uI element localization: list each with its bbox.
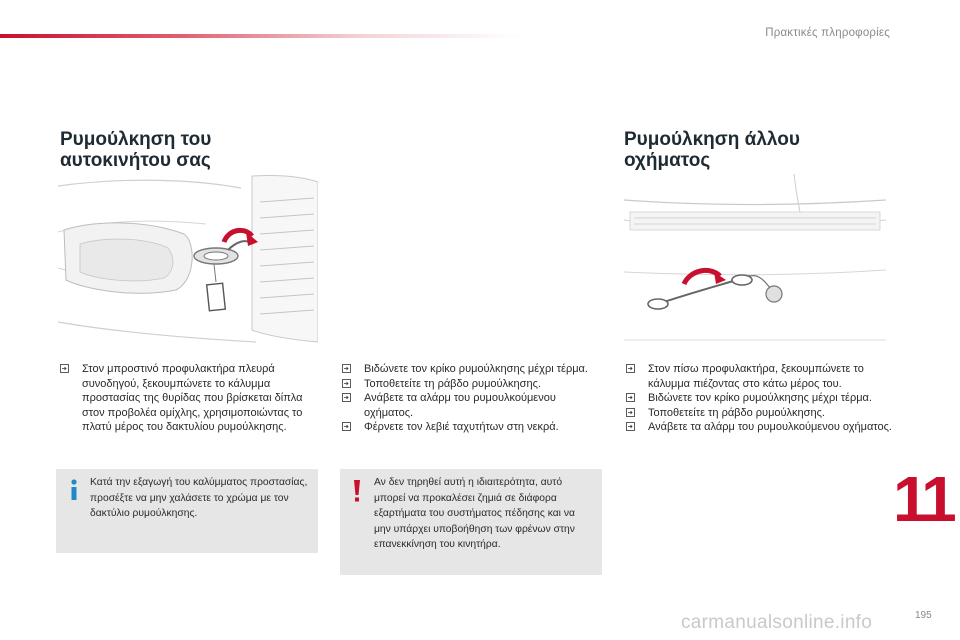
list-item: Ανάβετε τα αλάρμ του ρυμουλκούμενου οχήματος. <box>624 420 892 435</box>
checkbox-arrow-icon <box>342 393 351 402</box>
list-item: Τοποθετείτε τη ράβδο ρυμούλκησης. <box>340 377 602 392</box>
warning-note <box>340 469 602 575</box>
list-item: Βιδώνετε τον κρίκο ρυμούλκησης μέχρι τέρμα. <box>624 391 892 406</box>
info-note-text: Κατά την εξαγωγή του καλύμματος προστασίας, προσέξτε να μην χαλάσετε το χρώμα με τον δακτύλιο ρυμούλκησης. <box>90 477 308 520</box>
exclamation-icon <box>349 479 365 503</box>
page-number: 195 <box>915 610 932 621</box>
header-accent-bar <box>0 34 520 38</box>
title-own-vehicle-towing <box>60 129 320 171</box>
title-line-1: Ρυμούλκηση άλλου <box>624 129 800 150</box>
checkbox-arrow-icon <box>626 422 635 431</box>
front-bumper-illustration <box>56 172 318 346</box>
steps-list-other-vehicle <box>624 362 892 435</box>
checkbox-arrow-icon <box>342 379 351 388</box>
list-item: Ανάβετε τα αλάρμ του ρυμουλκούμενου οχήματος. <box>340 391 602 420</box>
list-item: Βιδώνετε τον κρίκο ρυμούλκησης μέχρι τέρμα. <box>340 362 602 377</box>
title-line-2: αυτοκινήτου σας <box>60 150 211 171</box>
title-other-vehicle-towing <box>624 129 884 171</box>
checkbox-arrow-icon <box>342 364 351 373</box>
steps-list-own-vehicle <box>58 362 320 435</box>
title-line-2: οχήματος <box>624 150 711 171</box>
warning-note-text: Αν δεν τηρηθεί αυτή η ιδιαιτερότητα, αυτό μπορεί να προκαλέσει ζημιά σε διάφορα εξαρτήματα του συστήματος πέδησης και να μην υπάρχει υποβοήθηση των φρένων στην επανεκκίνηση του κινητήρα. <box>374 477 575 551</box>
list-item: Στον μπροστινό προφυλακτήρα πλευρά συνοδηγού, ξεκουμπώνετε το κάλυμμα προστασίας της θυρίδας που βρίσκεται δίπλα στον προβολέα ομίχλης, χρησιμοποιώντας το πλατύ μέρος του δακτυλίου ρυμούλκησης. <box>58 362 320 435</box>
section-label: Πρακτικές πληροφορίες <box>765 27 890 39</box>
checkbox-arrow-icon <box>626 408 635 417</box>
checkbox-arrow-icon <box>342 422 351 431</box>
chapter-number: 11 <box>893 463 953 535</box>
title-line-1: Ρυμούλκηση του <box>60 129 212 150</box>
steps-list-continued <box>340 362 602 435</box>
list-item: Στον πίσω προφυλακτήρα, ξεκουμπώνετε το κάλυμμα πιέζοντας στο κάτω μέρος του. <box>624 362 892 391</box>
rear-bumper-illustration <box>624 172 886 346</box>
checkbox-arrow-icon <box>626 364 635 373</box>
info-note <box>56 469 318 553</box>
list-item: Φέρνετε τον λεβιέ ταχυτήτων στη νεκρά. <box>340 420 602 435</box>
list-item: Τοποθετείτε τη ράβδο ρυμούλκησης. <box>624 406 892 421</box>
checkbox-arrow-icon <box>60 364 69 373</box>
info-icon <box>66 479 82 501</box>
watermark: carmanualsonline.info <box>681 612 873 633</box>
checkbox-arrow-icon <box>626 393 635 402</box>
